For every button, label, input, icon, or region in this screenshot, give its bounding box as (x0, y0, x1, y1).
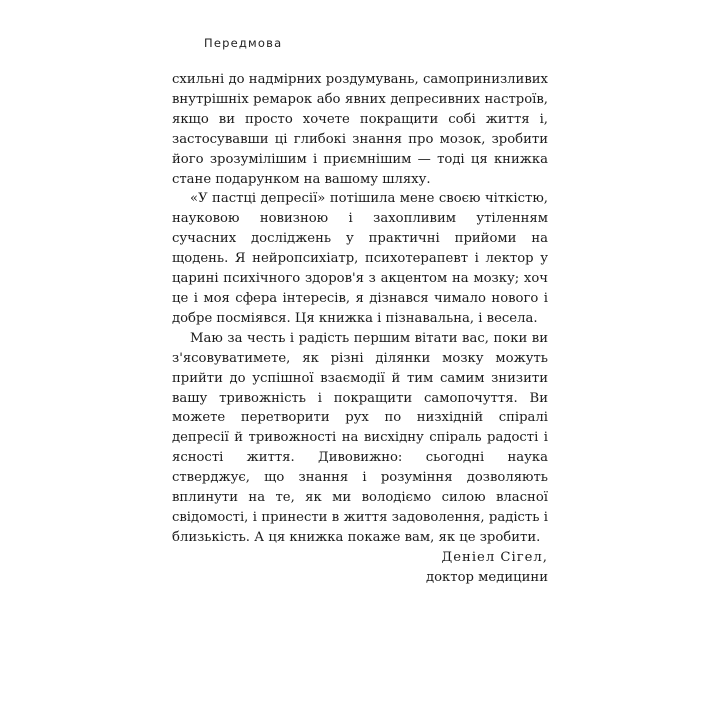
paragraph-welcome: Маю за честь і радість першим вітати вас, поки ви з'ясовуватимете, як різні ділянки мозку можуть прийти до успішної взаємодії й тим самим знизити вашу тривожність і покращити самопочуття. Ви можете перетворити рух по низхідній спіралі депресії й тривожності на висхідну спіраль радості і ясності життя. Дивовижно: сьогодні наука стверджує, що знання і розуміння дозволяють вплинути на те, як ми володіємо силою власної свідомості, і принести в життя задоволення, радість і близькість. А ця книжка покаже вам, як це зробити. (172, 330, 548, 545)
body-text (172, 70, 548, 588)
paragraph-book-praise: «У пастці депресії» потішила мене своєю чіткістю, науковою новизною і захопливим утіленням сучасних досліджень у практичні прийоми на щодень. Я нейропсихіатр, психотерапевт і лектор у царині психічного здоров'я з акцентом на мозку; хоч це і моя сфера інтересів, я дізнався чимало нового і добре посміявся. Ця книжка і пізнавальна, і весела. (172, 191, 548, 326)
signature-name: Деніел Сігел, (441, 549, 548, 565)
running-head: Передмова (204, 36, 283, 50)
signature (172, 548, 548, 588)
paragraph-continuation: схильні до надмірних роздумувань, самопринизливих внутрішніх ремарок або явних депресивних настроїв, якщо ви просто хочете покращити собі життя і, застосувавши ці глибокі знання про мозок, зробити його зрозумілішим і приємнішим — тоді ця книжка стане подарунком на вашому шляху. (172, 72, 548, 187)
signature-title: доктор медицини (426, 569, 548, 585)
